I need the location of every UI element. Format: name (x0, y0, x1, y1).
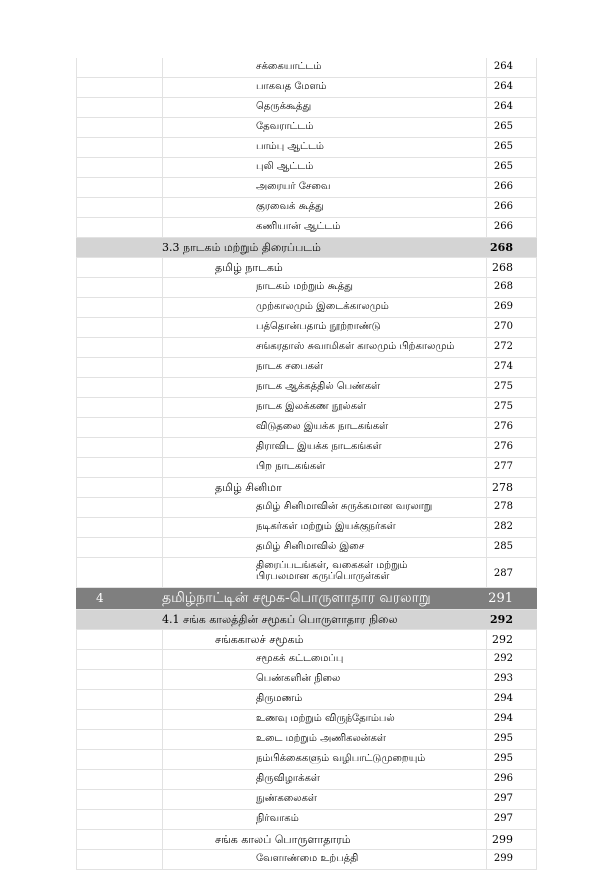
toc-page-number: 276 (493, 441, 513, 452)
toc-page-number: 264 (493, 61, 513, 72)
toc-page-number: 275 (493, 401, 513, 412)
toc-page-number: 265 (493, 141, 513, 152)
toc-page-number: 270 (493, 321, 513, 332)
toc-entry-row (76, 770, 537, 790)
toc-entry-row (76, 258, 537, 278)
toc-entry-row (76, 478, 537, 498)
toc-entry-row (76, 118, 537, 138)
toc-rows (76, 58, 537, 870)
toc-page-number: 272 (493, 341, 513, 352)
section-heading-row (76, 610, 537, 630)
toc-entry-title: தமிழ் சினிமாவில் இசை (256, 541, 365, 552)
toc-entry-title: முற்காலமும் இடைக்காலமும் (256, 301, 389, 312)
toc-entry-title: உணவு மற்றும் விருந்தோம்பல் (256, 713, 395, 724)
toc-page-number: 264 (493, 81, 513, 92)
toc-page-number: 293 (493, 673, 513, 684)
toc-entry-row (76, 710, 537, 730)
toc-entry-title: நாடகம் மற்றும் கூத்து (256, 281, 353, 292)
section-heading-row (76, 238, 537, 258)
toc-entry-title: சங்க காலப் பொருளாதாரம் (215, 833, 351, 846)
toc-entry-title: பாம்பு ஆட்டம் (256, 141, 324, 152)
toc-page-number: 292 (490, 613, 513, 626)
toc-entry-title: பிற நாடகங்கள் (256, 461, 326, 472)
toc-page-number: 294 (493, 713, 513, 724)
toc-page-number: 265 (493, 121, 513, 132)
toc-page-number: 278 (492, 481, 513, 494)
toc-entry-title: 3.3 நாடகம் மற்றும் திரைப்படம் (162, 241, 321, 254)
toc-entry-title: சமூகக் கட்டமைப்பு (256, 653, 344, 664)
toc-entry-row (76, 518, 537, 538)
toc-entry-row (76, 138, 537, 158)
toc-page-number: 278 (493, 501, 513, 512)
toc-entry-row (76, 750, 537, 770)
toc-page-number: 294 (493, 693, 513, 704)
toc-entry-title: நுண்கலைகள் (256, 793, 317, 804)
toc-entry-title: திருவிழாக்கள் (256, 773, 320, 784)
toc-page-number: 299 (493, 853, 513, 864)
toc-entry-row (76, 338, 537, 358)
table-of-contents (76, 58, 537, 870)
toc-entry-title: கணியான் ஆட்டம் (256, 221, 341, 232)
toc-entry-row (76, 78, 537, 98)
toc-entry-title: வேளாண்மை உற்பத்தி (256, 853, 359, 864)
toc-page-number: 268 (493, 281, 513, 292)
toc-entry-title: பாகவத மேளம் (256, 81, 327, 92)
toc-page-number: 275 (493, 381, 513, 392)
toc-entry-row (76, 438, 537, 458)
toc-entry-row (76, 298, 537, 318)
toc-entry-row (76, 158, 537, 178)
toc-page-number: 295 (493, 733, 513, 744)
toc-entry-row (76, 58, 537, 78)
toc-entry-row (76, 218, 537, 238)
toc-entry-row (76, 650, 537, 670)
toc-entry-row (76, 670, 537, 690)
toc-page-number: 274 (493, 361, 513, 372)
toc-entry-title: பத்தொன்பதாம் நூற்றாண்டு (256, 321, 381, 332)
toc-entry-row (76, 278, 537, 298)
toc-page-number: 287 (493, 568, 513, 579)
toc-entry-title: சங்ககாலச் சமூகம் (215, 633, 304, 646)
toc-entry-title: தமிழ் சினிமாவின் சுருக்கமான வரலாறு (256, 501, 433, 512)
toc-entry-title: உடை மற்றும் அணிகலன்கள் (256, 733, 386, 744)
toc-page-number: 297 (493, 793, 513, 804)
toc-page-number: 264 (493, 101, 513, 112)
toc-entry-row (76, 690, 537, 710)
toc-page-number: 292 (493, 653, 513, 664)
toc-entry-title: நாடக இலக்கண நூல்கள் (256, 401, 367, 412)
toc-page-number: 299 (492, 833, 513, 846)
toc-entry-row (76, 790, 537, 810)
toc-entry-title: தெருக்கூத்து (256, 101, 312, 112)
toc-entry-title: நாடக சபைகள் (256, 361, 324, 372)
toc-entry-row (76, 830, 537, 850)
toc-entry-title: திரைப்படங்கள், வகைகள் மற்றும் பிரபலமான கருப்பொருள்கள் (256, 560, 408, 582)
toc-page-number: 266 (493, 201, 513, 212)
toc-entry-row (76, 318, 537, 338)
toc-page-number: 297 (493, 813, 513, 824)
toc-page-number: 266 (493, 181, 513, 192)
toc-page-number: 276 (493, 421, 513, 432)
toc-entry-row (76, 398, 537, 418)
toc-entry-title: விடுதலை இயக்க நாடகங்கள் (256, 421, 389, 432)
toc-entry-title: நாடக ஆக்கத்தில் பெண்கள் (256, 381, 381, 392)
toc-entry-title: திருமணம் (256, 693, 303, 704)
toc-entry-title: திராவிட இயக்க நாடகங்கள் (256, 441, 382, 452)
toc-page-number: 296 (493, 773, 513, 784)
chapter-heading-row (76, 588, 537, 610)
toc-entry-row (76, 198, 537, 218)
toc-entry-row (76, 630, 537, 650)
toc-entry-title: தமிழ்நாட்டின் சமூக-பொருளாதார வரலாறு (162, 590, 431, 606)
toc-entry-title: நிர்வாகம் (256, 813, 299, 824)
toc-entry-title: சங்கரதாஸ் சுவாமிகள் காலமும் பிற்காலமும் (256, 341, 455, 352)
toc-page-number: 295 (493, 753, 513, 764)
toc-page-number: 268 (490, 241, 513, 254)
toc-page-number: 269 (493, 301, 513, 312)
toc-entry-title: அரையர் சேவை (256, 181, 331, 192)
toc-page-number: 277 (493, 461, 513, 472)
toc-page-number: 292 (492, 633, 513, 646)
toc-entry-title: தேவராட்டம் (256, 121, 314, 132)
toc-page-number: 282 (493, 521, 513, 532)
toc-page-number: 291 (488, 591, 513, 606)
toc-entry-title: 4.1 சங்க காலத்தின் சமூகப் பொருளாதார நிலை (162, 613, 398, 626)
toc-entry-row (76, 810, 537, 830)
toc-entry-row (76, 498, 537, 518)
toc-entry-row (76, 178, 537, 198)
toc-entry-title: சக்கையாட்டம் (256, 61, 322, 72)
toc-entry-row (76, 98, 537, 118)
toc-page-number: 266 (493, 221, 513, 232)
toc-entry-title: நம்பிக்கைகளும் வழிபாட்டுமுறையும் (256, 753, 426, 764)
toc-entry-row (76, 458, 537, 478)
toc-entry-title: தமிழ் நாடகம் (215, 261, 283, 274)
toc-entry-row (76, 558, 537, 588)
toc-page-number: 265 (493, 161, 513, 172)
toc-page-number: 268 (492, 261, 513, 274)
toc-entry-title: புலி ஆட்டம் (256, 161, 314, 172)
chapter-number: 4 (96, 591, 104, 605)
toc-entry-title: குரவைக் கூத்து (256, 201, 324, 212)
toc-entry-title: நடிகர்கள் மற்றும் இயக்குநர்கள் (256, 521, 396, 532)
toc-entry-row (76, 418, 537, 438)
toc-entry-title: பெண்களின் நிலை (256, 673, 341, 684)
toc-page-number: 285 (493, 541, 513, 552)
toc-entry-title: தமிழ் சினிமா (215, 481, 282, 494)
toc-entry-row (76, 538, 537, 558)
toc-entry-row (76, 730, 537, 750)
toc-entry-row (76, 850, 537, 870)
toc-entry-row (76, 378, 537, 398)
toc-entry-row (76, 358, 537, 378)
